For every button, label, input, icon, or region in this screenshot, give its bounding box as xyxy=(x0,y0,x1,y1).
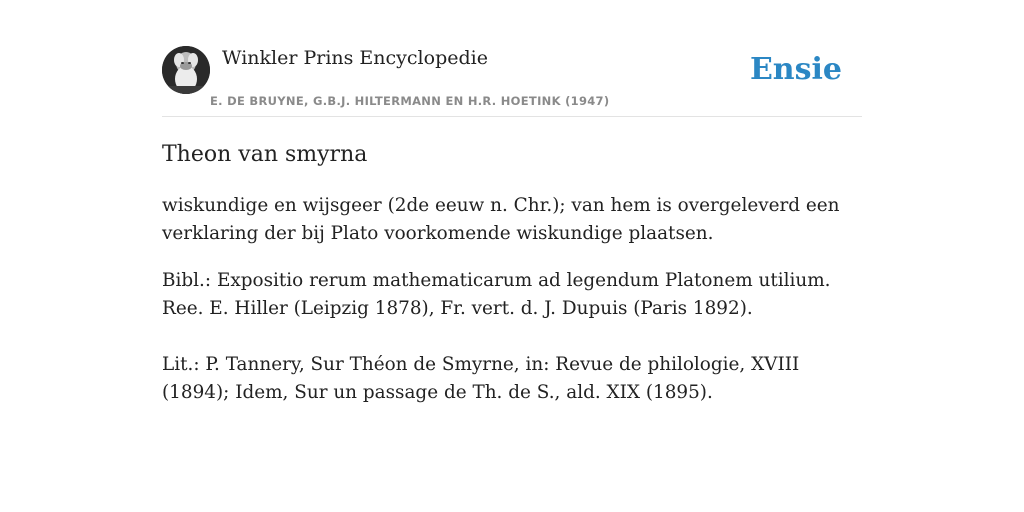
header xyxy=(162,46,862,117)
publication-title[interactable]: Winkler Prins Encyclopedie xyxy=(222,47,488,69)
page xyxy=(162,0,862,512)
publication-authors: E. DE BRUYNE, G.B.J. HILTERMANN EN H.R. HOETINK (1947) xyxy=(210,94,610,108)
bearded-portrait-icon xyxy=(162,46,210,94)
author-avatar[interactable] xyxy=(162,46,210,94)
bibliography-paragraph: Bibl.: Expositio rerum mathematicarum ad legendum Platonem utilium. Ree. E. Hiller (Leipzig 1878), Fr. vert. d. J. Dupuis (Paris 1892). xyxy=(162,270,831,319)
literature-paragraph: Lit.: P. Tannery, Sur Théon de Smyrne, in: Revue de philologie, XVIII (1894); Idem, Sur un passage de Th. de S., ald. XIX (1895). xyxy=(162,354,800,403)
entry-paragraph: wiskundige en wijsgeer (2de eeuw n. Chr.); van hem is overgeleverd een verklaring der bij Plato voorkomende wiskundige plaatsen. xyxy=(162,195,840,244)
entry-title: Theon van smyrna xyxy=(162,142,368,167)
brand-logo[interactable]: Ensie xyxy=(749,52,842,87)
